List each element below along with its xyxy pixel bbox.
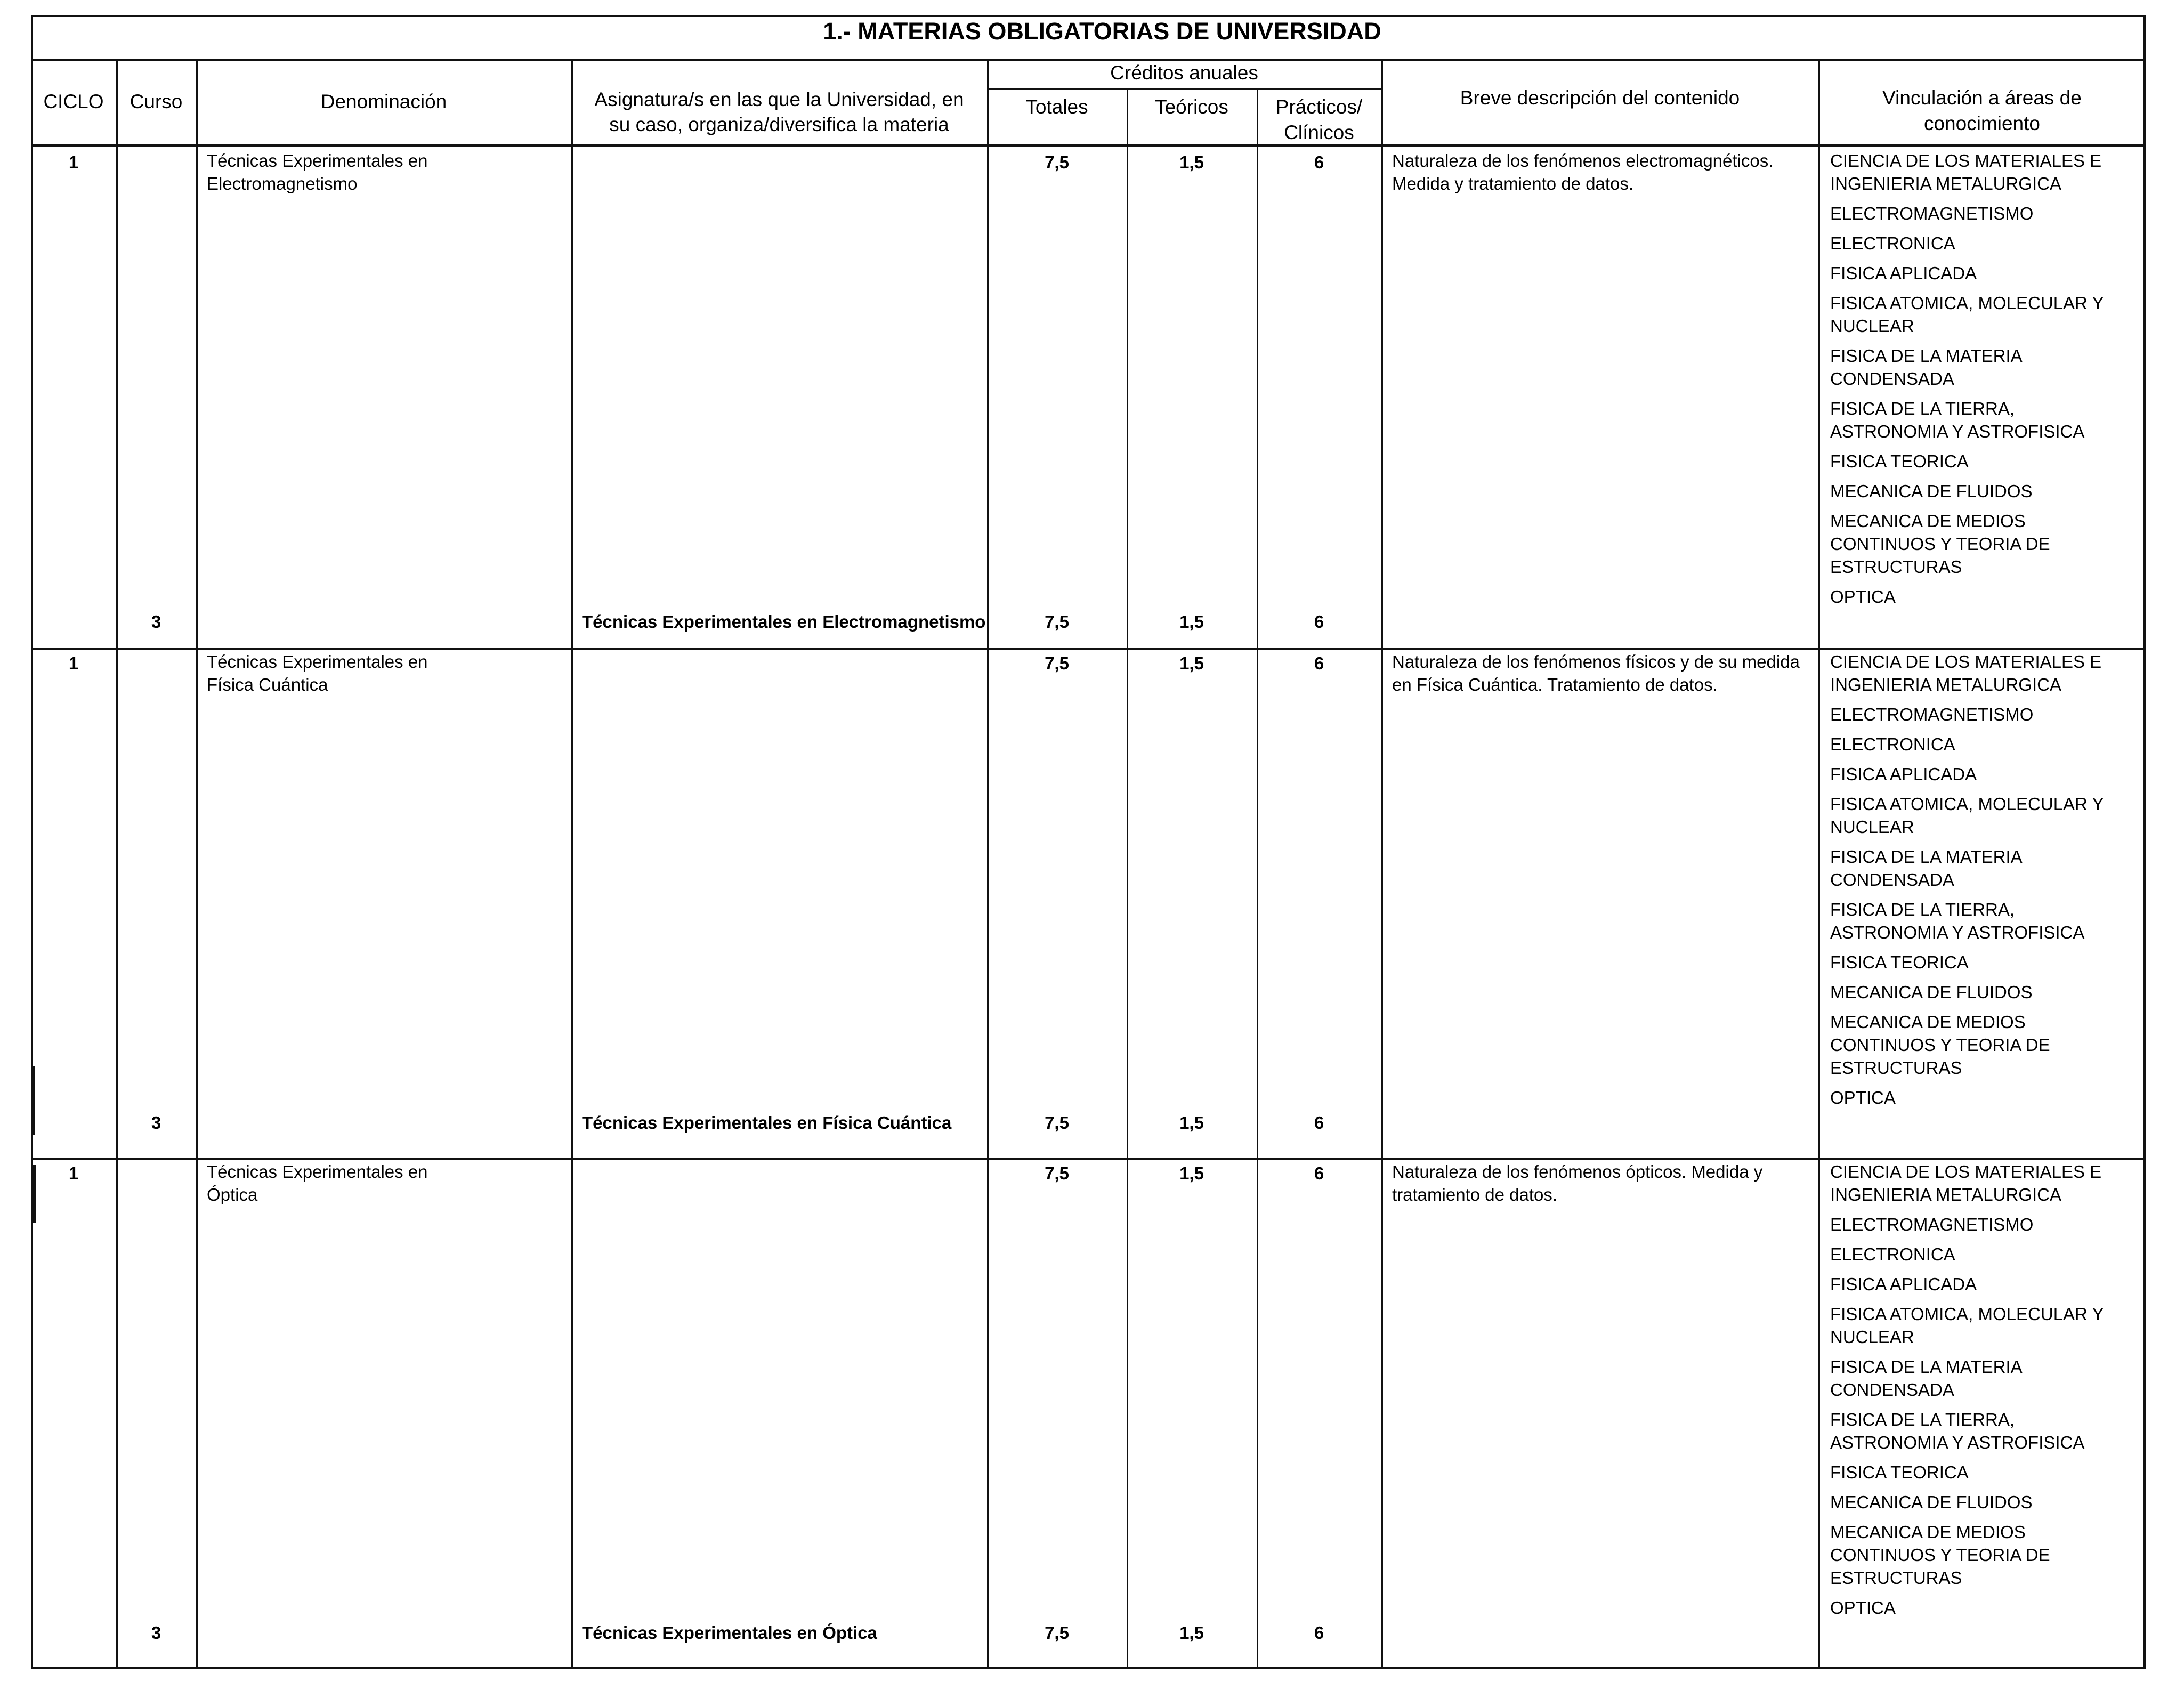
- header-creditos: Créditos anuales: [1110, 62, 1258, 84]
- header-curso: Curso: [130, 91, 183, 112]
- column-border: [987, 60, 989, 1668]
- area-item: ELECTROMAGNETISMO: [1830, 204, 2034, 223]
- area-item: FISICA DE LA TIERRA, ASTRONOMIA Y ASTROFISICA: [1830, 399, 2085, 441]
- area-item: OPTICA: [1830, 1598, 1896, 1618]
- row-separator: [31, 1158, 2146, 1160]
- area-item: FISICA ATOMICA, MOLECULAR Y NUCLEAR: [1830, 1304, 2104, 1347]
- area-item: MECANICA DE FLUIDOS: [1830, 982, 2033, 1002]
- area-item: OPTICA: [1830, 1088, 1896, 1107]
- area-item: ELECTRONICA: [1830, 233, 1955, 253]
- column-border: [196, 60, 198, 1668]
- area-item: FISICA APLICADA: [1830, 263, 1977, 283]
- areas-list: [1830, 1160, 2134, 1626]
- descripcion-value: Naturaleza de los fenómenos electromagnéticos. Medida y tratamiento de datos.: [1392, 151, 1774, 193]
- curso-value: 3: [151, 612, 161, 632]
- area-item: FISICA DE LA TIERRA, ASTRONOMIA Y ASTROFISICA: [1830, 1410, 2085, 1452]
- ciclo-value: 1: [68, 152, 79, 172]
- ciclo-value: 1: [68, 1163, 79, 1183]
- area-item: FISICA DE LA TIERRA, ASTRONOMIA Y ASTROFISICA: [1830, 900, 2085, 942]
- descripcion-value: Naturaleza de los fenómenos físicos y de su medida en Física Cuántica. Tratamiento de datos.: [1392, 652, 1800, 694]
- area-item: ELECTROMAGNETISMO: [1830, 705, 2034, 724]
- header-bottom-border: [31, 144, 2146, 147]
- denominacion-value: Técnicas Experimentales en Física Cuántica: [207, 652, 428, 694]
- practicos-value: 6: [1314, 152, 1324, 172]
- header-practicos-line2: Clínicos: [1284, 122, 1354, 143]
- denominacion-value: Técnicas Experimentales en Electromagnetismo: [207, 151, 428, 193]
- header-vinculacion-line1: Vinculación a áreas de: [1882, 87, 2082, 109]
- header-totales: Totales: [1025, 96, 1088, 118]
- column-border: [116, 60, 118, 1668]
- area-item: CIENCIA DE LOS MATERIALES E INGENIERIA METALURGICA: [1830, 151, 2102, 193]
- table-left-border: [31, 15, 33, 1669]
- column-border: [1381, 60, 1383, 1668]
- area-item: MECANICA DE MEDIOS CONTINUOS Y TEORIA DE ESTRUCTURAS: [1830, 511, 2050, 577]
- header-denominacion: Denominación: [320, 91, 447, 112]
- area-item: FISICA APLICADA: [1830, 1274, 1977, 1294]
- totales-value: 7,5: [1045, 653, 1069, 673]
- table-right-border: [2143, 15, 2146, 1669]
- table-title: 1.- MATERIAS OBLIGATORIAS DE UNIVERSIDAD: [823, 18, 1381, 45]
- totales-value: 7,5: [1045, 152, 1069, 172]
- asignatura-value: Técnicas Experimentales en Electromagnetismo: [582, 612, 986, 632]
- teoricos-value: 1,5: [1179, 1163, 1204, 1183]
- sub-practicos-value: 6: [1314, 1113, 1324, 1133]
- asignatura-value: Técnicas Experimentales en Óptica: [582, 1623, 877, 1643]
- area-item: FISICA DE LA MATERIA CONDENSADA: [1830, 1357, 2021, 1400]
- curso-value: 3: [151, 1113, 161, 1133]
- header-ciclo: CICLO: [43, 91, 104, 112]
- sub-teoricos-value: 1,5: [1179, 612, 1204, 632]
- area-item: CIENCIA DE LOS MATERIALES E INGENIERIA METALURGICA: [1830, 1162, 2102, 1204]
- header-descripcion: Breve descripción del contenido: [1460, 87, 1740, 109]
- area-item: MECANICA DE MEDIOS CONTINUOS Y TEORIA DE ESTRUCTURAS: [1830, 1522, 2050, 1588]
- sub-teoricos-value: 1,5: [1179, 1113, 1204, 1133]
- area-item: ELECTROMAGNETISMO: [1830, 1215, 2034, 1234]
- asignatura-value: Técnicas Experimentales en Física Cuántica: [582, 1113, 952, 1133]
- header-vinculacion-line2: conocimiento: [1923, 112, 2040, 134]
- areas-list: [1830, 149, 2134, 615]
- sub-totales-value: 7,5: [1045, 1623, 1069, 1643]
- area-item: FISICA ATOMICA, MOLECULAR Y NUCLEAR: [1830, 293, 2104, 336]
- table-bottom-border: [31, 1667, 2146, 1669]
- row-separator: [31, 648, 2146, 650]
- area-item: FISICA TEORICA: [1830, 1462, 1969, 1482]
- practicos-value: 6: [1314, 1163, 1324, 1183]
- curso-value: 3: [151, 1623, 161, 1643]
- descripcion-value: Naturaleza de los fenómenos ópticos. Medida y tratamiento de datos.: [1392, 1162, 1763, 1204]
- area-item: ELECTRONICA: [1830, 1244, 1955, 1264]
- scan-mark: [32, 1066, 35, 1135]
- area-item: FISICA DE LA MATERIA CONDENSADA: [1830, 847, 2021, 889]
- header-asignatura-line2: su caso, organiza/diversifica la materia: [609, 114, 949, 135]
- title-top-border: [31, 15, 2146, 17]
- sub-teoricos-value: 1,5: [1179, 1623, 1204, 1643]
- sub-practicos-value: 6: [1314, 612, 1324, 632]
- denominacion-value: Técnicas Experimentales en Óptica: [207, 1162, 428, 1204]
- title-bottom-border: [31, 59, 2146, 61]
- practicos-value: 6: [1314, 653, 1324, 673]
- areas-list: [1830, 650, 2134, 1116]
- area-item: FISICA APLICADA: [1830, 764, 1977, 784]
- area-item: OPTICA: [1830, 587, 1896, 607]
- column-border: [1127, 88, 1128, 1668]
- sub-totales-value: 7,5: [1045, 612, 1069, 632]
- column-border: [571, 60, 573, 1668]
- header-teoricos: Teóricos: [1155, 96, 1228, 118]
- sub-practicos-value: 6: [1314, 1623, 1324, 1643]
- ciclo-value: 1: [68, 653, 79, 673]
- header-practicos-line1: Prácticos/: [1275, 96, 1363, 118]
- header-asignatura-line1: Asignatura/s en las que la Universidad, en: [594, 88, 964, 110]
- totales-value: 7,5: [1045, 1163, 1069, 1183]
- area-item: FISICA ATOMICA, MOLECULAR Y NUCLEAR: [1830, 794, 2104, 837]
- area-item: ELECTRONICA: [1830, 734, 1955, 754]
- column-border: [1257, 88, 1258, 1668]
- teoricos-value: 1,5: [1179, 152, 1204, 172]
- scan-mark: [33, 1165, 36, 1223]
- area-item: FISICA TEORICA: [1830, 952, 1969, 972]
- area-item: MECANICA DE FLUIDOS: [1830, 1492, 2033, 1512]
- area-item: MECANICA DE MEDIOS CONTINUOS Y TEORIA DE ESTRUCTURAS: [1830, 1012, 2050, 1078]
- sub-totales-value: 7,5: [1045, 1113, 1069, 1133]
- teoricos-value: 1,5: [1179, 653, 1204, 673]
- area-item: FISICA TEORICA: [1830, 451, 1969, 471]
- area-item: FISICA DE LA MATERIA CONDENSADA: [1830, 346, 2021, 389]
- column-border: [1818, 60, 1820, 1668]
- credits-subheader-border: [987, 88, 1381, 90]
- area-item: CIENCIA DE LOS MATERIALES E INGENIERIA METALURGICA: [1830, 652, 2102, 694]
- area-item: MECANICA DE FLUIDOS: [1830, 481, 2033, 501]
